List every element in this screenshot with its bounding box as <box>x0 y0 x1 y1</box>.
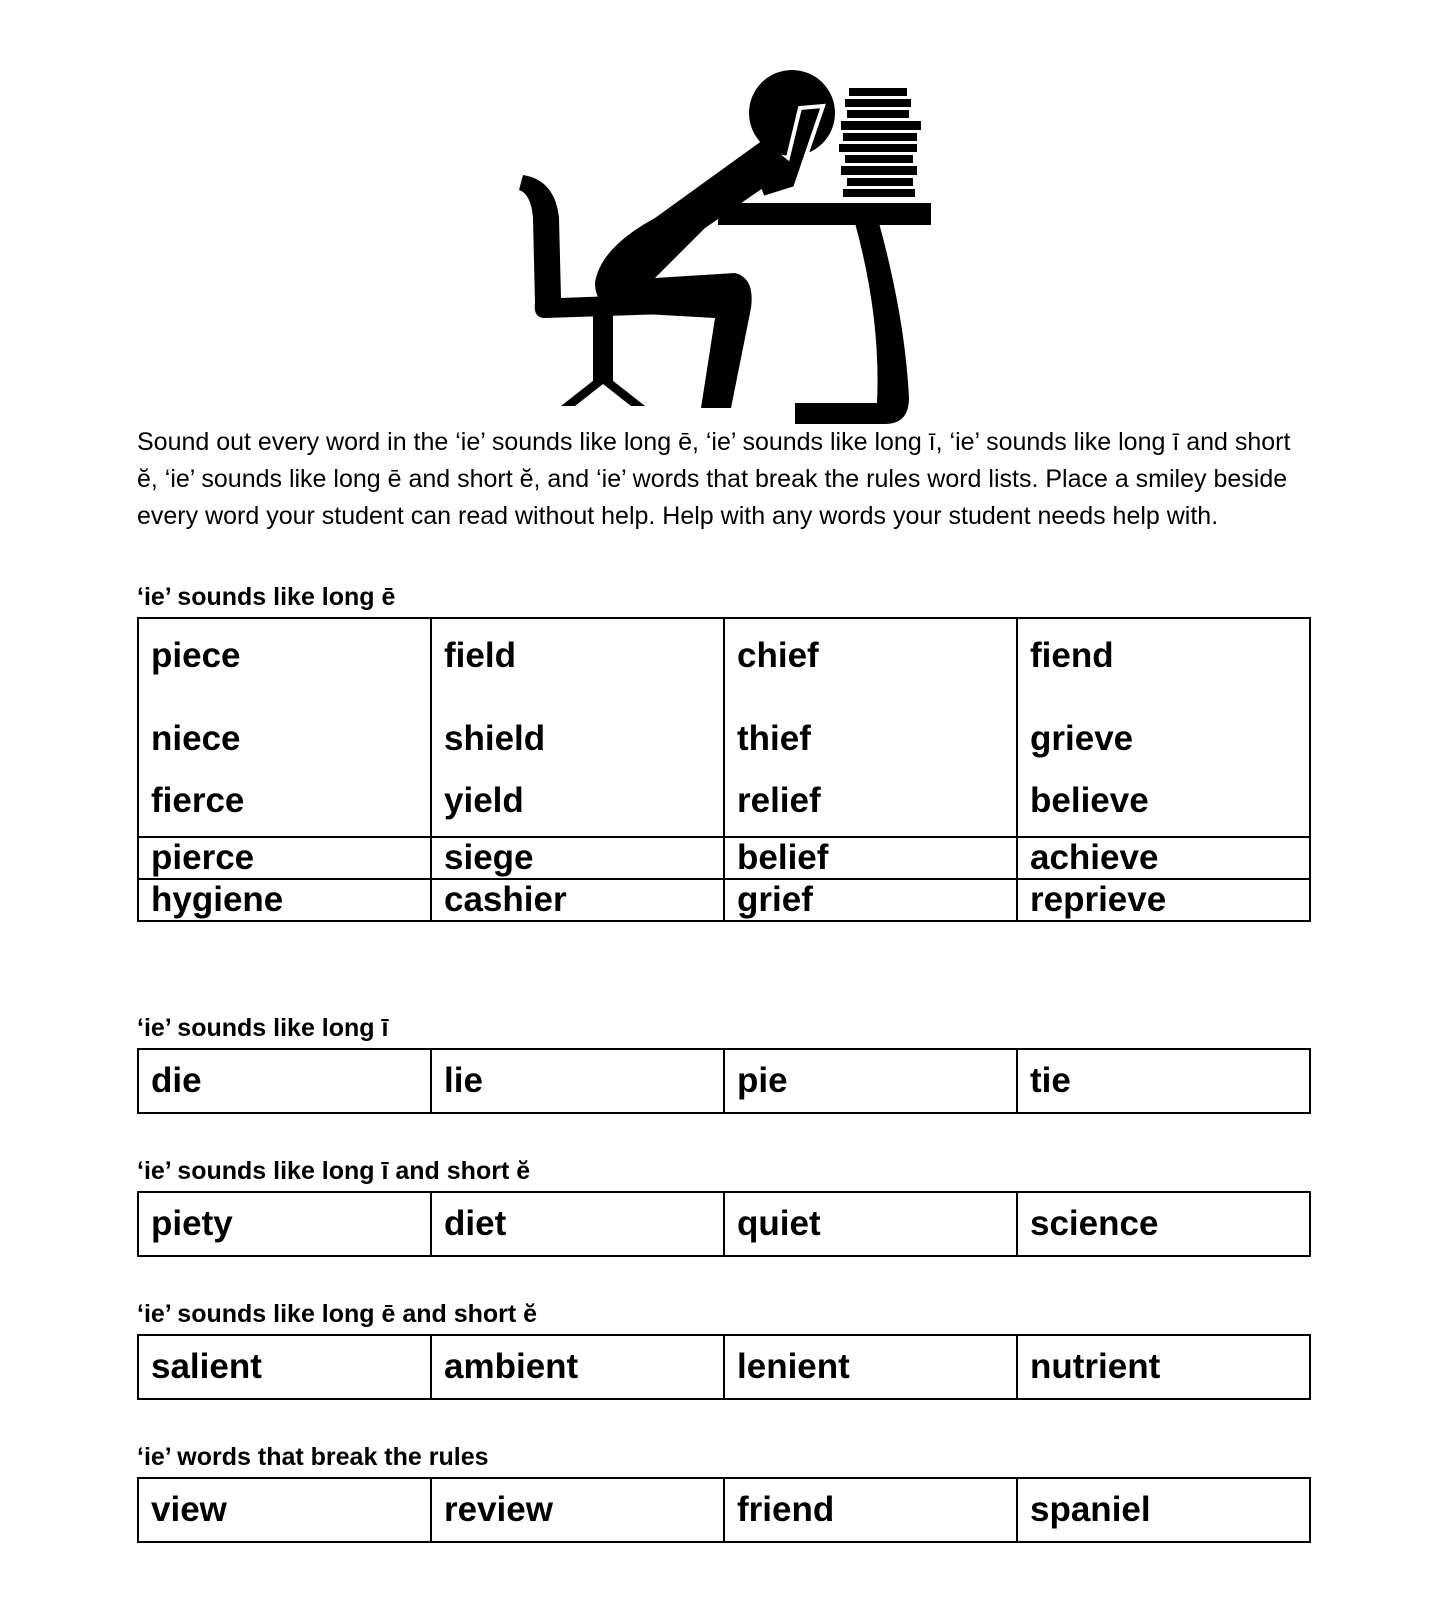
section-heading: ‘ie’ sounds like long ē and short ĕ <box>137 1300 538 1328</box>
word: field <box>444 636 516 675</box>
word-table <box>137 617 1311 922</box>
table-row <box>138 1478 1310 1542</box>
word-cell: reprieve <box>1017 879 1310 921</box>
word: believe <box>1030 781 1149 820</box>
word-table <box>137 1191 1311 1257</box>
word-cell: science <box>1017 1192 1310 1256</box>
word-cell: friend <box>724 1478 1017 1542</box>
word-cell: hygiene <box>138 879 431 921</box>
instructions: Sound out every word in the ‘ie’ sounds like long ē, ‘ie’ sounds like long ī, ‘ie’ sounds like long ī and short ĕ, ‘ie’ sounds like long ē and short ĕ, and ‘ie’ words that break the rules word lists. Place a smiley beside every word your student can read without help. Help with any words your student needs help with. <box>137 428 1291 530</box>
word-table <box>137 1477 1311 1543</box>
word: fierce <box>151 781 245 820</box>
word-cell <box>1017 618 1310 837</box>
word: grieve <box>1030 719 1134 758</box>
word-cell: nutrient <box>1017 1335 1310 1399</box>
section-long-e-short-e <box>137 1300 1311 1400</box>
table-row <box>138 879 1310 921</box>
word: relief <box>737 781 821 820</box>
word-cell: pierce <box>138 837 431 879</box>
word-cell: cashier <box>431 879 724 921</box>
word: shield <box>444 719 546 758</box>
word: piece <box>151 636 241 675</box>
word-cell: salient <box>138 1335 431 1399</box>
table-row <box>138 1192 1310 1256</box>
section-heading: ‘ie’ sounds like long ē <box>137 583 396 611</box>
section-heading: ‘ie’ sounds like long ī and short ĕ <box>137 1157 531 1185</box>
section-heading: ‘ie’ words that break the rules <box>137 1443 489 1471</box>
word-cell: pie <box>724 1049 1017 1113</box>
word-cell <box>138 618 431 837</box>
word-cell <box>724 618 1017 837</box>
word-cell: tie <box>1017 1049 1310 1113</box>
section-long-i-short-e <box>137 1157 1311 1257</box>
word-cell: siege <box>431 837 724 879</box>
word: thief <box>737 719 811 758</box>
word-cell: review <box>431 1478 724 1542</box>
word-cell: ambient <box>431 1335 724 1399</box>
section-long-i <box>137 1014 1311 1114</box>
table-row <box>138 837 1310 879</box>
section-long-e <box>137 583 1311 922</box>
section-break-rules <box>137 1443 1311 1543</box>
table-row <box>138 618 1310 837</box>
word: yield <box>444 781 524 820</box>
word: fiend <box>1030 636 1114 675</box>
word-cell: diet <box>431 1192 724 1256</box>
section-heading: ‘ie’ sounds like long ī <box>137 1014 389 1042</box>
table-row <box>138 1049 1310 1113</box>
word-cell: die <box>138 1049 431 1113</box>
word-cell: spaniel <box>1017 1478 1310 1542</box>
word-table <box>137 1048 1311 1114</box>
word-cell: lie <box>431 1049 724 1113</box>
word-cell: belief <box>724 837 1017 879</box>
word-table <box>137 1334 1311 1400</box>
stressed-student-at-desk-icon <box>505 68 937 425</box>
word-cell: view <box>138 1478 431 1542</box>
word-cell: achieve <box>1017 837 1310 879</box>
word: chief <box>737 636 819 675</box>
word-cell <box>431 618 724 837</box>
word-cell: grief <box>724 879 1017 921</box>
word-cell: lenient <box>724 1335 1017 1399</box>
word-cell: piety <box>138 1192 431 1256</box>
word: niece <box>151 719 241 758</box>
word-cell: quiet <box>724 1192 1017 1256</box>
table-row <box>138 1335 1310 1399</box>
